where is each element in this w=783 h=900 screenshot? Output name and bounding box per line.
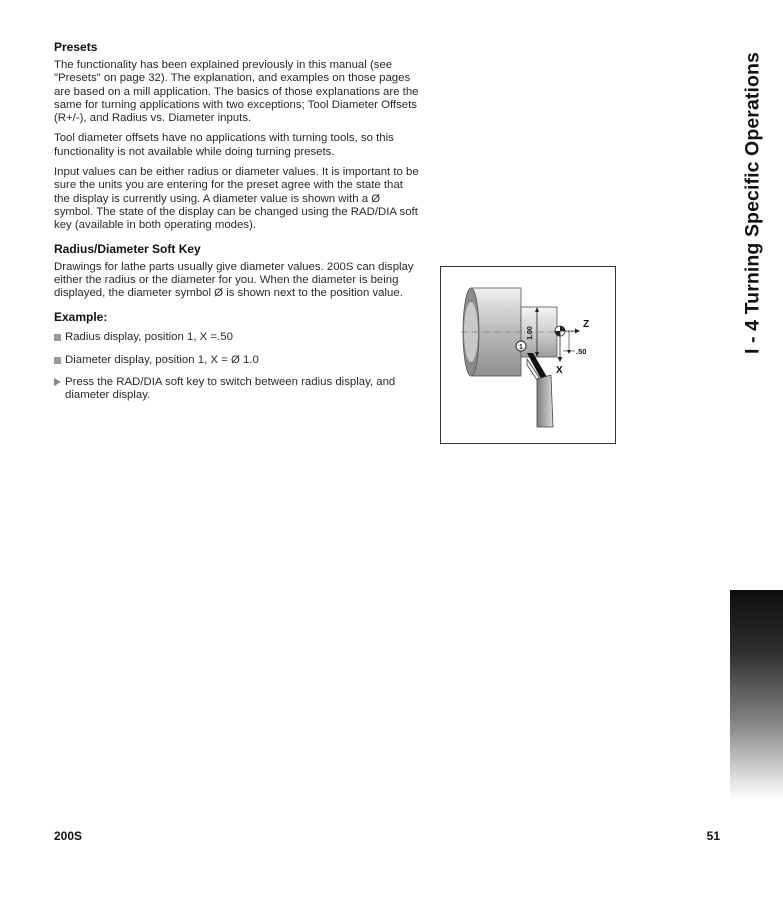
example-item-radius: Radius display, position 1, X =.50 — [65, 331, 233, 344]
radius-label: .50 — [576, 347, 587, 356]
presets-heading: Presets — [54, 40, 98, 54]
cutting-tool-shape — [527, 353, 553, 427]
arrow-right-icon — [54, 378, 61, 386]
text-column — [54, 40, 420, 412]
page-number: 51 — [706, 829, 720, 843]
example-heading: Example: — [54, 310, 108, 325]
presets-paragraph-3: Input values can be either radius or diameter values. It is important to be sure the units you are entering for the preset agree with the state that the display is currently using. A diameter value is shown with a Ø symbol. The state of the display can be changed using the RAD/DIA soft key (available in both operating modes). — [54, 166, 419, 232]
list-item — [54, 354, 420, 367]
lathe-diagram — [441, 267, 617, 445]
example-item-diameter: Diameter display, position 1, X = Ø 1.0 — [65, 353, 259, 366]
presets-paragraph-1: The functionality has been explained previously in this manual (see "Presets" on page 32). The explanation, and examples on those pages are based on a mill application. The basics of those explanations are the same for turning applications with two exceptions; Tool Diameter Offsets (R+/-), and Radius vs. Diameter inputs. — [54, 59, 419, 125]
chapter-tab-marker — [730, 590, 783, 800]
axis-z-label: Z — [583, 319, 590, 330]
list-item — [54, 331, 420, 344]
footer-model: 200S — [54, 829, 83, 843]
example-action: Press the RAD/DIA soft key to switch between radius display, and diameter display. — [65, 376, 396, 402]
list-item — [54, 376, 420, 403]
axis-x-label: X — [556, 365, 563, 376]
radius-diameter-heading: Radius/Diameter Soft Key — [54, 241, 201, 256]
position-marker — [516, 341, 526, 351]
svg-text:1: 1 — [519, 344, 523, 351]
square-bullet-icon — [54, 357, 61, 364]
chapter-side-title — [735, 38, 771, 368]
radius-diameter-paragraph: Drawings for lathe parts usually give diameter values. 200S can display either the radius or the diameter for you. When the diameter is being displayed, the diameter symbol Ø is shown next to the position value. — [54, 260, 414, 300]
presets-paragraph-2: Tool diameter offsets have no applications with turning tools, so this functionality is not available while doing turning presets. — [54, 132, 394, 158]
dimension-label: 1.00 — [527, 326, 534, 340]
chapter-title-text: I - 4 Turning Specific Operations — [741, 52, 764, 354]
square-bullet-icon — [54, 334, 61, 341]
lathe-figure — [440, 266, 616, 444]
